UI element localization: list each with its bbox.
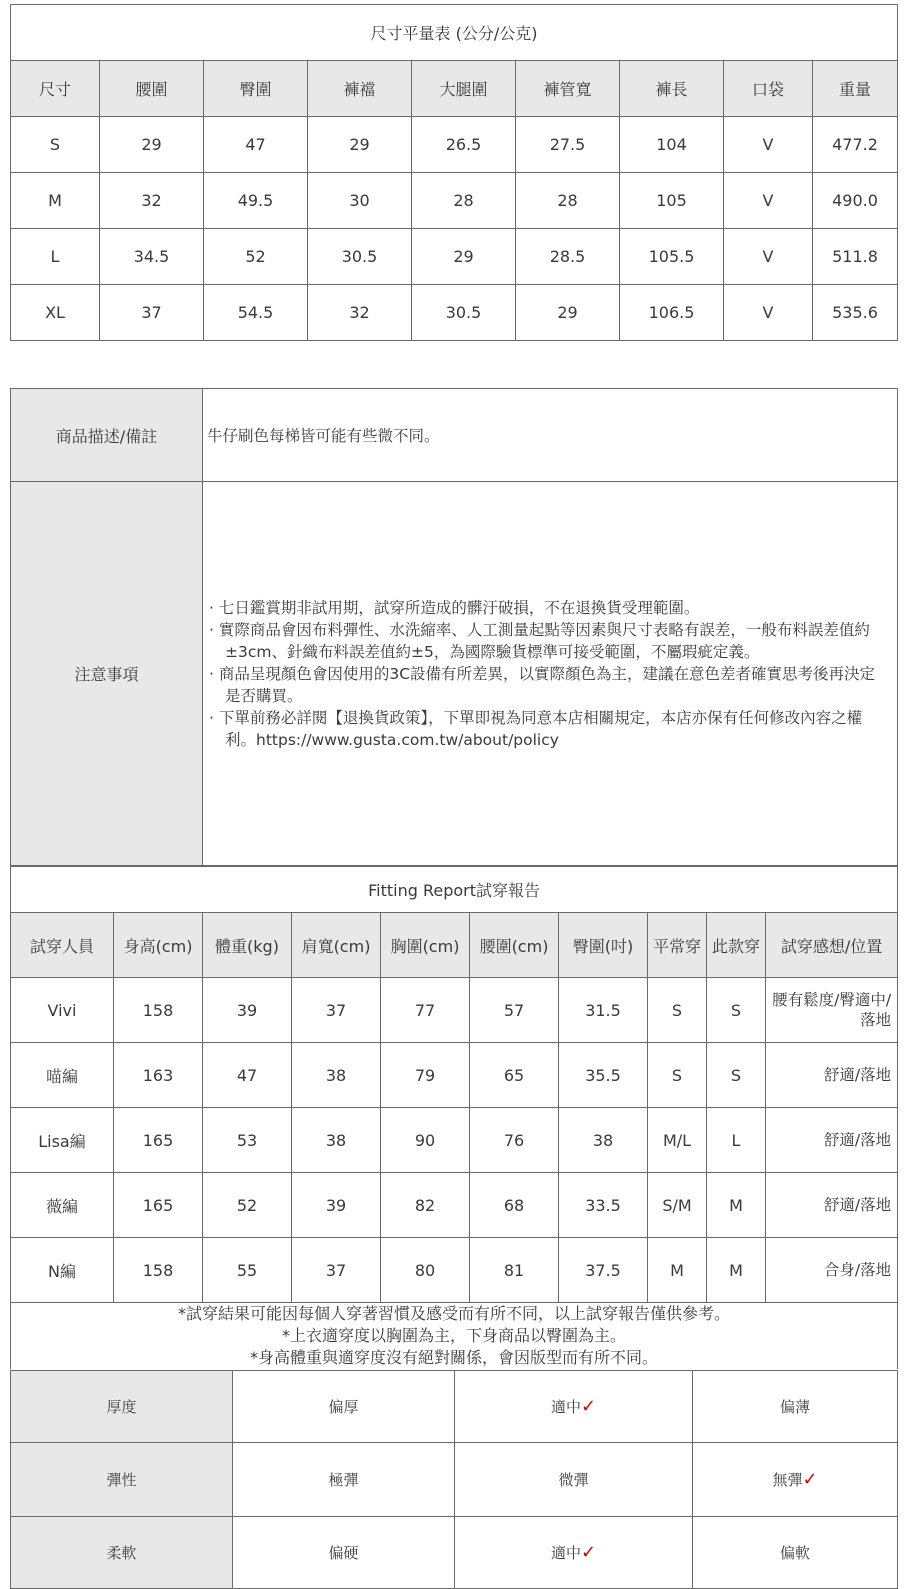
- fabric-feel-option: [455, 1371, 693, 1443]
- size-cell: 535.6: [813, 285, 898, 341]
- fitting-cell: 31.5: [559, 978, 648, 1043]
- fitting-cell: Vivi: [11, 978, 114, 1043]
- fitting-row: [11, 1108, 898, 1173]
- fabric-feel-row: [11, 1517, 898, 1589]
- fitting-cell: 合身/落地: [766, 1238, 898, 1303]
- fitting-cell: 57: [470, 978, 559, 1043]
- fitting-cell: 52: [203, 1173, 292, 1238]
- fabric-feel-option: [233, 1443, 455, 1517]
- notes-label: 注意事項: [11, 482, 203, 866]
- fabric-feel-option: [455, 1517, 693, 1589]
- check-mark-icon: ✓: [580, 1396, 597, 1417]
- fitting-cell: M/L: [648, 1108, 707, 1173]
- size-cell: 30: [308, 173, 412, 229]
- fabric-feel-option-label: 適中: [550, 1544, 581, 1562]
- size-header-cell: 尺寸: [11, 61, 100, 117]
- fitting-cell: 82: [381, 1173, 470, 1238]
- description-table: [10, 388, 898, 866]
- fitting-cell: 37: [292, 978, 381, 1043]
- size-cell: XL: [11, 285, 100, 341]
- fitting-cell: 薇編: [11, 1173, 114, 1238]
- fabric-feel-label: 彈性: [11, 1443, 233, 1517]
- notes-content: [203, 482, 898, 866]
- fabric-feel-option-label: 適中: [550, 1398, 581, 1416]
- size-table: [10, 4, 898, 341]
- size-row: [11, 229, 898, 285]
- fitting-report-title: Fitting Report試穿報告: [11, 867, 898, 913]
- size-cell: 37: [100, 285, 204, 341]
- fitting-cell: 33.5: [559, 1173, 648, 1238]
- fitting-cell: 68: [470, 1173, 559, 1238]
- size-cell: V: [724, 117, 813, 173]
- fitting-row: [11, 1173, 898, 1238]
- size-cell: 29: [516, 285, 620, 341]
- fitting-cell: 35.5: [559, 1043, 648, 1108]
- size-cell: 32: [100, 173, 204, 229]
- fitting-footnote: *上衣適穿度以胸圍為主，下身商品以臀圍為主。: [282, 1326, 627, 1345]
- fit-header-cell: 腰圍(cm): [470, 913, 559, 978]
- size-cell: S: [11, 117, 100, 173]
- notes-line: · 七日鑑賞期非試用期，試穿所造成的髒汙破損，不在退換貨受理範圍。: [209, 598, 700, 617]
- size-cell: L: [11, 229, 100, 285]
- fabric-feel-row: [11, 1371, 898, 1443]
- size-cell: 30.5: [412, 285, 516, 341]
- check-mark-icon: ✓: [802, 1469, 818, 1490]
- size-row: [11, 173, 898, 229]
- size-cell: 28: [412, 173, 516, 229]
- size-header-cell: 口袋: [724, 61, 813, 117]
- size-cell: 52: [204, 229, 308, 285]
- fabric-feel-body: [11, 1371, 898, 1589]
- size-header-cell: 大腿圍: [412, 61, 516, 117]
- check-mark-icon: ✓: [580, 1542, 597, 1563]
- size-cell: 105: [620, 173, 724, 229]
- fitting-cell: 舒適/落地: [766, 1108, 898, 1173]
- size-cell: 511.8: [813, 229, 898, 285]
- fitting-cell: 47: [203, 1043, 292, 1108]
- fabric-feel-option-label: 偏硬: [328, 1544, 359, 1562]
- size-cell: 34.5: [100, 229, 204, 285]
- fitting-cell: 158: [114, 1238, 203, 1303]
- fitting-cell: 38: [292, 1043, 381, 1108]
- size-cell: 54.5: [204, 285, 308, 341]
- size-cell: 29: [412, 229, 516, 285]
- size-cell: 30.5: [308, 229, 412, 285]
- fit-header-cell: 臀圍(吋): [559, 913, 648, 978]
- size-cell: 104: [620, 117, 724, 173]
- fitting-cell: 38: [559, 1108, 648, 1173]
- fitting-cell: 81: [470, 1238, 559, 1303]
- fabric-feel-option-label: 極彈: [328, 1471, 359, 1489]
- fitting-cell: 165: [114, 1108, 203, 1173]
- fitting-cell: 喵編: [11, 1043, 114, 1108]
- size-table-header: [11, 61, 898, 117]
- fitting-cell: S: [648, 1043, 707, 1108]
- fit-header-cell: 平常穿: [648, 913, 707, 978]
- size-cell: 28: [516, 173, 620, 229]
- fabric-feel-row: [11, 1443, 898, 1517]
- fabric-feel-option: [693, 1517, 898, 1589]
- size-header-cell: 臀圍: [204, 61, 308, 117]
- fabric-feel-table: [10, 1370, 898, 1589]
- size-cell: 28.5: [516, 229, 620, 285]
- notes-line: · 商品呈現顏色會因使用的3C設備有所差異，以實際顏色為主，建議在意色差者確實思考後再決定是否購買。: [209, 664, 876, 705]
- size-row: [11, 285, 898, 341]
- size-header-cell: 褲管寬: [516, 61, 620, 117]
- description-text: 牛仔刷色每梯皆可能有些微不同。: [203, 389, 898, 482]
- fit-header-cell: 胸圍(cm): [381, 913, 470, 978]
- fit-header-cell: 此款穿: [707, 913, 766, 978]
- fitting-cell: 77: [381, 978, 470, 1043]
- size-cell: 32: [308, 285, 412, 341]
- fitting-cell: 37.5: [559, 1238, 648, 1303]
- fabric-feel-option-label: 偏厚: [328, 1398, 359, 1416]
- description-label: 商品描述/備註: [11, 389, 203, 482]
- fabric-feel-option-label: 微彈: [558, 1471, 589, 1489]
- fit-header-cell: 身高(cm): [114, 913, 203, 978]
- fitting-cell: 38: [292, 1108, 381, 1173]
- fitting-cell: 37: [292, 1238, 381, 1303]
- fitting-cell: 55: [203, 1238, 292, 1303]
- fabric-feel-option: [455, 1443, 693, 1517]
- fitting-report-body: [11, 978, 898, 1303]
- fitting-cell: 76: [470, 1108, 559, 1173]
- fit-header-cell: 試穿人員: [11, 913, 114, 978]
- fitting-cell: M: [648, 1238, 707, 1303]
- size-cell: V: [724, 173, 813, 229]
- fitting-cell: L: [707, 1108, 766, 1173]
- fit-header-cell: 試穿感想/位置: [766, 913, 898, 978]
- fitting-cell: S: [648, 978, 707, 1043]
- fitting-row: [11, 978, 898, 1043]
- fitting-cell: 163: [114, 1043, 203, 1108]
- fitting-cell: 39: [203, 978, 292, 1043]
- size-cell: 490.0: [813, 173, 898, 229]
- fitting-cell: 腰有鬆度/臀適中/落地: [766, 978, 898, 1043]
- fabric-feel-label: 厚度: [11, 1371, 233, 1443]
- fitting-cell: 65: [470, 1043, 559, 1108]
- size-header-cell: 褲襠: [308, 61, 412, 117]
- size-cell: 29: [100, 117, 204, 173]
- fitting-cell: M: [707, 1238, 766, 1303]
- size-row: [11, 117, 898, 173]
- fitting-footnote: *身高體重與適穿度沒有絕對關係，會因版型而有所不同。: [250, 1348, 659, 1367]
- size-table-body: [11, 117, 898, 341]
- size-cell: 29: [308, 117, 412, 173]
- size-cell: 106.5: [620, 285, 724, 341]
- size-header-cell: 重量: [813, 61, 898, 117]
- fitting-report-table: [10, 866, 898, 1369]
- fitting-cell: 80: [381, 1238, 470, 1303]
- fitting-cell: 165: [114, 1173, 203, 1238]
- size-header-cell: 褲長: [620, 61, 724, 117]
- size-cell: 47: [204, 117, 308, 173]
- size-cell: 49.5: [204, 173, 308, 229]
- notes-line: · 下單前務必詳閱【退換貨政策】，下單即視為同意本店相關規定，本店亦保有任何修改內容之權利。https://www.gusta.com.tw/about/policy: [209, 708, 863, 749]
- fabric-feel-option: [233, 1371, 455, 1443]
- fitting-cell: 舒適/落地: [766, 1173, 898, 1238]
- fitting-cell: M: [707, 1173, 766, 1238]
- fabric-feel-label: 柔軟: [11, 1517, 233, 1589]
- notes-line: · 實際商品會因布料彈性、水洗縮率、人工測量起點等因素與尺寸表略有誤差，一般布料誤差值約±3cm、針織布料誤差值約±5，為國際驗貨標準可接受範圍，不屬瑕疵定義。: [209, 620, 870, 661]
- fit-header-cell: 體重(kg): [203, 913, 292, 978]
- fitting-cell: S/M: [648, 1173, 707, 1238]
- fitting-footnotes: [11, 1303, 898, 1370]
- fitting-row: [11, 1043, 898, 1108]
- fitting-report-header: [11, 913, 898, 978]
- fit-header-cell: 肩寬(cm): [292, 913, 381, 978]
- size-cell: 27.5: [516, 117, 620, 173]
- fitting-footnote: *試穿結果可能因每個人穿著習慣及感受而有所不同，以上試穿報告僅供參考。: [178, 1304, 731, 1323]
- size-header-cell: 腰圍: [100, 61, 204, 117]
- size-cell: 105.5: [620, 229, 724, 285]
- size-table-title: 尺寸平量表 (公分/公克): [11, 5, 898, 61]
- fabric-feel-option: [693, 1443, 898, 1517]
- fitting-cell: Lisa編: [11, 1108, 114, 1173]
- size-cell: 477.2: [813, 117, 898, 173]
- size-cell: 26.5: [412, 117, 516, 173]
- fitting-cell: 158: [114, 978, 203, 1043]
- fitting-cell: 舒適/落地: [766, 1043, 898, 1108]
- fitting-cell: S: [707, 978, 766, 1043]
- size-cell: V: [724, 229, 813, 285]
- fitting-cell: N編: [11, 1238, 114, 1303]
- fitting-cell: 53: [203, 1108, 292, 1173]
- size-cell: M: [11, 173, 100, 229]
- fabric-feel-option: [233, 1517, 455, 1589]
- fitting-cell: 79: [381, 1043, 470, 1108]
- fabric-feel-option-label: 無彈: [772, 1471, 803, 1489]
- fabric-feel-option: [693, 1371, 898, 1443]
- fabric-feel-option-label: 偏薄: [779, 1398, 810, 1416]
- fitting-row: [11, 1238, 898, 1303]
- fitting-cell: S: [707, 1043, 766, 1108]
- fitting-cell: 90: [381, 1108, 470, 1173]
- fitting-cell: 39: [292, 1173, 381, 1238]
- size-cell: V: [724, 285, 813, 341]
- fabric-feel-option-label: 偏軟: [779, 1544, 810, 1562]
